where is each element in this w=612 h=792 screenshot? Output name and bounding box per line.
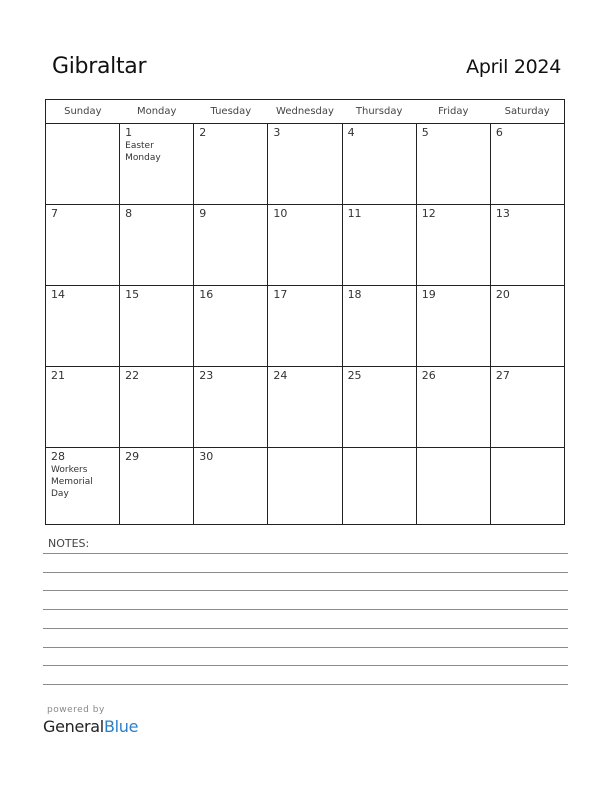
calendar-day-cell <box>194 124 268 205</box>
calendar-day-cell <box>194 448 268 525</box>
weekday-saturday: Saturday <box>490 100 564 124</box>
notes-label: NOTES: <box>48 537 90 550</box>
note-line[interactable] <box>43 609 568 610</box>
day-number: 15 <box>125 288 140 301</box>
day-number: 1 <box>125 126 133 139</box>
calendar-day-cell <box>490 124 564 205</box>
day-number: 27 <box>495 369 510 382</box>
calendar-day-cell <box>268 205 342 286</box>
note-line[interactable] <box>43 684 568 685</box>
day-number: 14 <box>51 288 65 301</box>
calendar-week-row <box>46 367 565 448</box>
calendar-grid <box>45 99 565 525</box>
calendar-day-cell <box>490 205 564 286</box>
day-number: 19 <box>421 288 436 301</box>
brand-blue: Blue <box>103 717 139 736</box>
calendar-day-cell <box>268 286 342 367</box>
day-number: 24 <box>273 369 288 382</box>
calendar-day-cell <box>194 367 268 448</box>
calendar-week-row <box>46 124 565 205</box>
day-number: 5 <box>421 126 429 139</box>
calendar-day-cell <box>194 286 268 367</box>
calendar-day-cell <box>490 367 564 448</box>
note-line[interactable] <box>43 572 568 573</box>
holiday-label: Easter Monday <box>125 141 161 163</box>
calendar-day-cell <box>46 448 120 525</box>
day-number: 2 <box>199 126 207 139</box>
day-number: 4 <box>347 126 355 139</box>
day-number: 7 <box>51 207 58 220</box>
calendar-day-cell <box>268 124 342 205</box>
calendar-day-cell <box>46 205 120 286</box>
weekday-header-row <box>46 100 565 124</box>
brand-general: General <box>43 717 104 736</box>
day-number: 10 <box>273 207 288 220</box>
calendar-day-cell <box>490 448 564 525</box>
calendar-day-cell <box>416 448 490 525</box>
calendar-week-row <box>46 286 565 367</box>
calendar-day-cell <box>46 124 120 205</box>
calendar-day-cell <box>416 124 490 205</box>
weekday-thursday: Thursday <box>342 100 416 124</box>
weekday-wednesday: Wednesday <box>268 100 342 124</box>
calendar-day-cell <box>46 367 120 448</box>
calendar-day-cell <box>342 367 416 448</box>
day-number: 8 <box>125 207 133 220</box>
day-number: 22 <box>125 369 140 382</box>
note-line[interactable] <box>43 647 568 648</box>
weekday-sunday: Sunday <box>46 100 120 124</box>
calendar-day-cell <box>416 367 490 448</box>
calendar-day-cell <box>120 124 194 205</box>
calendar-day-cell <box>342 448 416 525</box>
weekday-friday: Friday <box>416 100 490 124</box>
calendar-day-cell <box>194 205 268 286</box>
calendar-week-row <box>46 448 565 525</box>
note-line[interactable] <box>43 665 568 666</box>
calendar-day-cell <box>120 286 194 367</box>
day-number: 6 <box>495 126 503 139</box>
calendar-day-cell <box>120 448 194 525</box>
note-line[interactable] <box>43 553 568 554</box>
day-number: 29 <box>125 450 140 463</box>
powered-by-text: powered by <box>47 705 105 715</box>
day-number: 25 <box>347 369 362 382</box>
calendar-day-cell <box>46 286 120 367</box>
calendar-day-cell <box>342 124 416 205</box>
calendar-day-cell <box>268 448 342 525</box>
generalblue-logo <box>43 717 138 736</box>
country-title: Gibraltar <box>52 54 147 79</box>
day-number: 3 <box>273 126 281 139</box>
day-number: 20 <box>495 288 510 301</box>
day-number: 28 <box>51 450 65 463</box>
day-number: 23 <box>199 369 214 382</box>
day-number: 12 <box>421 207 436 220</box>
calendar-week-row <box>46 205 565 286</box>
calendar-day-cell <box>120 205 194 286</box>
note-line[interactable] <box>43 628 568 629</box>
calendar-day-cell <box>342 205 416 286</box>
weekday-monday: Monday <box>120 100 194 124</box>
calendar-day-cell <box>416 286 490 367</box>
weekday-tuesday: Tuesday <box>194 100 268 124</box>
calendar-day-cell <box>416 205 490 286</box>
day-number: 18 <box>347 288 362 301</box>
calendar-day-cell <box>120 367 194 448</box>
month-year-title: April 2024 <box>466 56 561 78</box>
calendar-day-cell <box>268 367 342 448</box>
day-number: 30 <box>199 450 214 463</box>
holiday-label: Workers Memorial Day <box>51 465 93 499</box>
calendar-day-cell <box>490 286 564 367</box>
day-number: 21 <box>51 369 65 382</box>
day-number: 9 <box>199 207 207 220</box>
note-line[interactable] <box>43 590 568 591</box>
day-number: 16 <box>199 288 214 301</box>
day-number: 26 <box>421 369 436 382</box>
day-number: 11 <box>347 207 362 220</box>
day-number: 13 <box>495 207 510 220</box>
day-number: 17 <box>273 288 288 301</box>
calendar-day-cell <box>342 286 416 367</box>
